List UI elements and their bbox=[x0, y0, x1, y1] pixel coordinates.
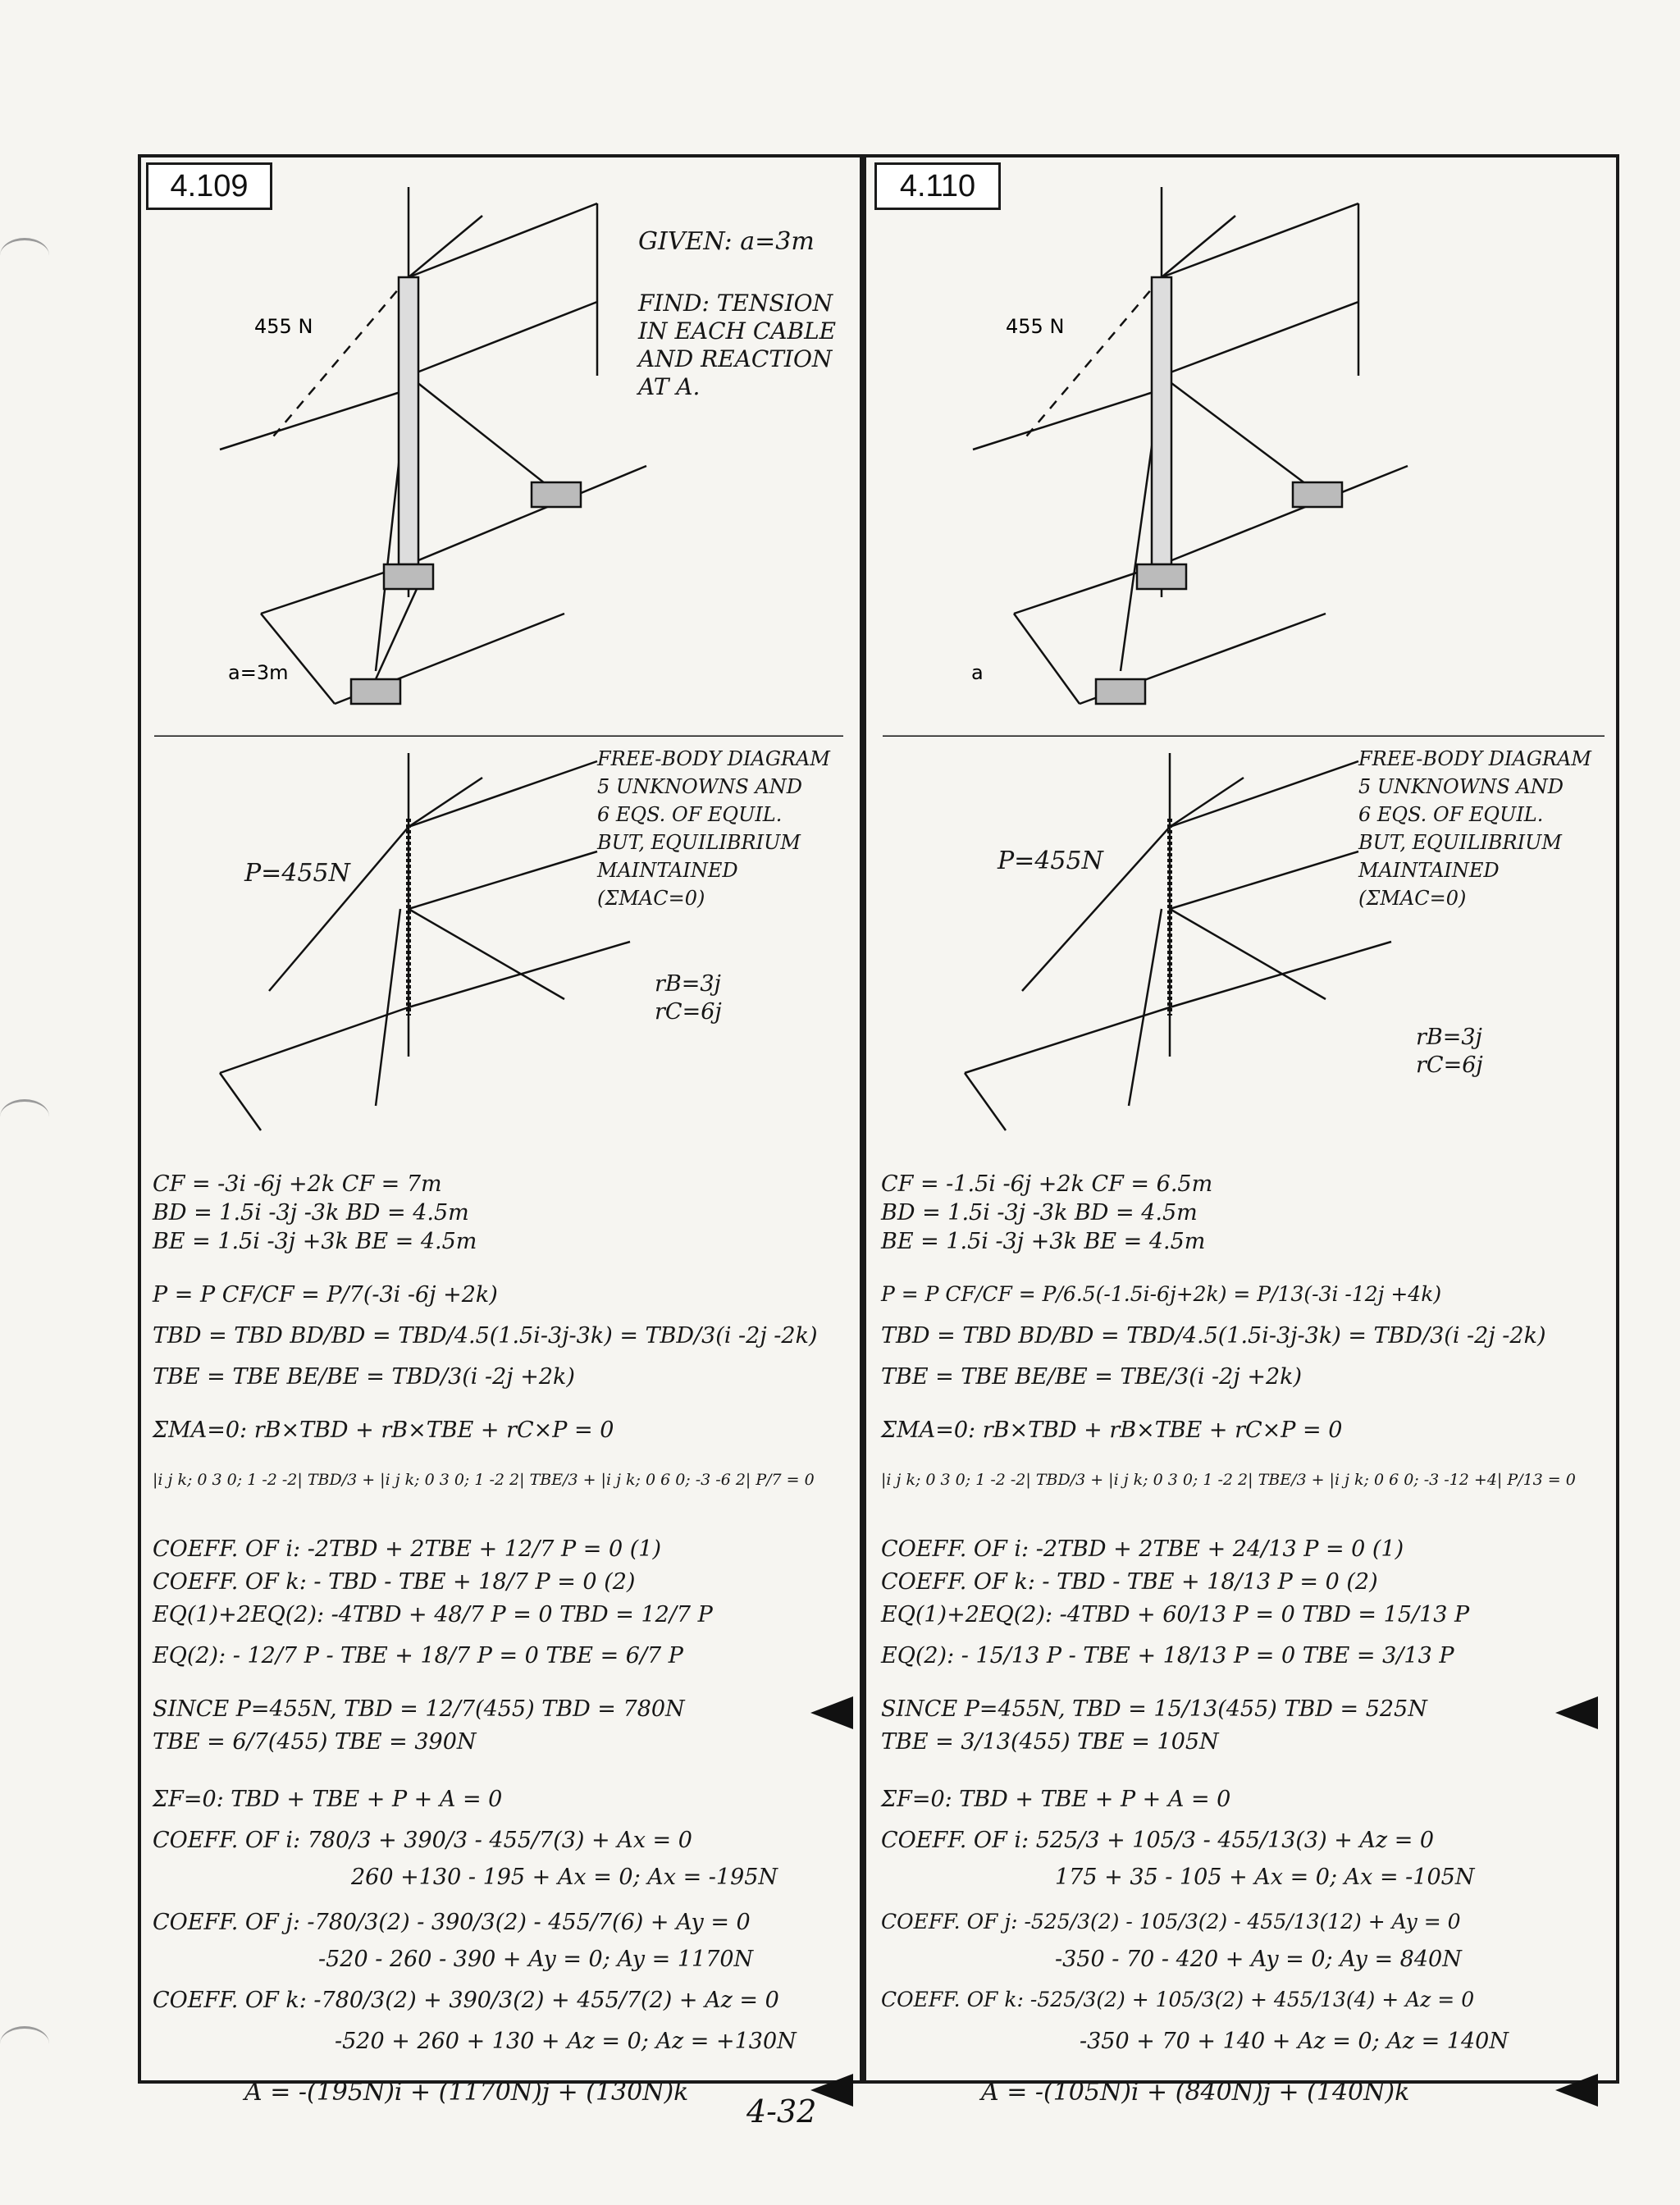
load-label: P=455N bbox=[998, 847, 1103, 875]
load-label: P=455N bbox=[244, 859, 350, 888]
equation-line: COEFF. OF j: -525/3(2) - 105/3(2) - 455/13(12) + Ay = 0 bbox=[881, 1910, 1461, 1933]
equation-line: -350 - 70 - 420 + Ay = 0; Ay = 840N bbox=[1055, 1947, 1462, 1972]
equation-line: 260 +130 - 195 + Ax = 0; Ax = -195N bbox=[351, 1865, 778, 1890]
problem-figure bbox=[866, 171, 1619, 737]
equation-line: EQ(1)+2EQ(2): -4TBD + 48/7 P = 0 TBD = 12/7 P bbox=[153, 1602, 713, 1628]
equation-line: ΣMA=0: rB×TBD + rB×TBE + rC×P = 0 bbox=[153, 1418, 614, 1443]
problem-number: 4.110 bbox=[874, 162, 1001, 210]
equation-line: COEFF. OF i: -2TBD + 2TBE + 12/7 P = 0 (1) bbox=[153, 1536, 661, 1562]
equation-line: COEFF. OF j: -780/3(2) - 390/3(2) - 455/7(6) + Ay = 0 bbox=[153, 1910, 751, 1935]
final-answer: A = -(105N)i + (840N)j + (140N)k bbox=[981, 2078, 1410, 2107]
equation-line: P = P CF/CF = P/7(-3i -6j +2k) bbox=[153, 1282, 498, 1308]
problem-4-110 bbox=[866, 154, 1619, 2107]
fbd-note: FREE-BODY DIAGRAM 5 UNKNOWNS AND 6 EQS. OF EQUIL. BUT, EQUILIBRIUM MAINTAINED (ΣMAC=0) bbox=[1358, 747, 1591, 910]
dimension-a-label: a=3m bbox=[228, 661, 289, 684]
position-vectors: rB=3j rC=6j bbox=[655, 971, 722, 1025]
equation-line: CF = -1.5i -6j +2k CF = 6.5m bbox=[881, 1171, 1213, 1197]
equation-line: P = P CF/CF = P/6.5(-1.5i-6j+2k) = P/13(-3i -12j +4k) bbox=[881, 1282, 1442, 1306]
equation-line: -520 - 260 - 390 + Ay = 0; Ay = 1170N bbox=[318, 1947, 754, 1972]
equation-line: -350 + 70 + 140 + Az = 0; Az = 140N bbox=[1080, 2029, 1509, 2054]
determinant-equation: |i j k; 0 3 0; 1 -2 -2| TBD/3 + |i j k; 0 3 0; 1 -2 2| TBE/3 + |i j k; 0 6 0; -3 -6 2| P/7 = 0 bbox=[153, 1471, 815, 1489]
equation-line: BE = 1.5i -3j +3k BE = 4.5m bbox=[153, 1229, 477, 1254]
equation-line: COEFF. OF k: -780/3(2) + 390/3(2) + 455/7(2) + Az = 0 bbox=[153, 1988, 779, 2013]
equation-line: EQ(2): - 12/7 P - TBE + 18/7 P = 0 TBE = 6/7 P bbox=[153, 1643, 683, 1669]
force-label: 455 N bbox=[254, 315, 313, 338]
problem-4-109 bbox=[138, 154, 860, 2107]
answer-marker bbox=[810, 1696, 853, 1729]
equation-line: COEFF. OF k: - TBD - TBE + 18/7 P = 0 (2) bbox=[153, 1569, 636, 1595]
equation-line: TBE = 6/7(455) TBE = 390N bbox=[153, 1729, 477, 1755]
determinant-equation: |i j k; 0 3 0; 1 -2 -2| TBD/3 + |i j k; 0 3 0; 1 -2 2| TBE/3 + |i j k; 0 6 0; -3 -12 +4| P/13 = 0 bbox=[881, 1471, 1576, 1489]
equation-line: SINCE P=455N, TBD = 12/7(455) TBD = 780N bbox=[153, 1696, 685, 1722]
equation-line: EQ(2): - 15/13 P - TBE + 18/13 P = 0 TBE = 3/13 P bbox=[881, 1643, 1454, 1669]
equation-line: CF = -3i -6j +2k CF = 7m bbox=[153, 1171, 442, 1197]
equation-line: 175 + 35 - 105 + Ax = 0; Ax = -105N bbox=[1055, 1865, 1475, 1890]
position-vectors: rB=3j rC=6j bbox=[1416, 1025, 1483, 1078]
force-label: 455 N bbox=[1006, 315, 1065, 338]
answer-marker bbox=[1555, 1696, 1598, 1729]
equation-line: COEFF. OF i: 525/3 + 105/3 - 455/13(3) + Az = 0 bbox=[881, 1828, 1435, 1853]
equation-line: TBD = TBD BD/BD = TBD/4.5(1.5i-3j-3k) = TBD/3(i -2j -2k) bbox=[881, 1323, 1546, 1349]
equation-line: SINCE P=455N, TBD = 15/13(455) TBD = 525N bbox=[881, 1696, 1427, 1722]
equation-line: ΣMA=0: rB×TBD + rB×TBE + rC×P = 0 bbox=[881, 1418, 1343, 1443]
equation-line: BE = 1.5i -3j +3k BE = 4.5m bbox=[881, 1229, 1206, 1254]
fbd-note: FREE-BODY DIAGRAM 5 UNKNOWNS AND 6 EQS. OF EQUIL. BUT, EQUILIBRIUM MAINTAINED (ΣMAC=0) bbox=[597, 747, 830, 910]
punch-hole-mark bbox=[0, 1099, 49, 1134]
final-answer: A = -(195N)i + (1170N)j + (130N)k bbox=[244, 2078, 689, 2107]
answer-marker bbox=[1555, 2074, 1598, 2107]
equation-line: COEFF. OF i: 780/3 + 390/3 - 455/7(3) + Ax = 0 bbox=[153, 1828, 692, 1853]
equation-line: BD = 1.5i -3j -3k BD = 4.5m bbox=[881, 1200, 1198, 1226]
equation-line: EQ(1)+2EQ(2): -4TBD + 60/13 P = 0 TBD = 15/13 P bbox=[881, 1602, 1470, 1628]
answer-marker bbox=[810, 2074, 853, 2107]
equation-line: TBE = 3/13(455) TBE = 105N bbox=[881, 1729, 1219, 1755]
equation-line: -520 + 260 + 130 + Az = 0; Az = +130N bbox=[335, 2029, 797, 2054]
equation-line: ΣF=0: TBD + TBE + P + A = 0 bbox=[881, 1787, 1231, 1812]
equation-line: BD = 1.5i -3j -3k BD = 4.5m bbox=[153, 1200, 469, 1226]
equation-line: TBE = TBE BE/BE = TBD/3(i -2j +2k) bbox=[153, 1364, 575, 1390]
equation-line: TBE = TBE BE/BE = TBE/3(i -2j +2k) bbox=[881, 1364, 1303, 1390]
equation-line: ΣF=0: TBD + TBE + P + A = 0 bbox=[153, 1787, 503, 1812]
equation-line: COEFF. OF k: - TBD - TBE + 18/13 P = 0 (2) bbox=[881, 1569, 1378, 1595]
equation-line: COEFF. OF i: -2TBD + 2TBE + 24/13 P = 0 (1) bbox=[881, 1536, 1404, 1562]
punch-hole-mark bbox=[0, 238, 49, 273]
equation-line: TBD = TBD BD/BD = TBD/4.5(1.5i-3j-3k) = TBD/3(i -2j -2k) bbox=[153, 1323, 818, 1349]
page-number: 4-32 bbox=[746, 2093, 817, 2130]
given-text: GIVEN: a=3m bbox=[638, 227, 815, 256]
column-divider bbox=[860, 154, 866, 2084]
dimension-a-label: a bbox=[971, 661, 984, 684]
find-text: FIND: TENSION IN EACH CABLE AND REACTION AT A. bbox=[638, 290, 837, 400]
punch-hole-mark bbox=[0, 2026, 49, 2061]
problem-number: 4.109 bbox=[146, 162, 272, 210]
equation-line: COEFF. OF k: -525/3(2) + 105/3(2) + 455/13(4) + Az = 0 bbox=[881, 1988, 1475, 2011]
